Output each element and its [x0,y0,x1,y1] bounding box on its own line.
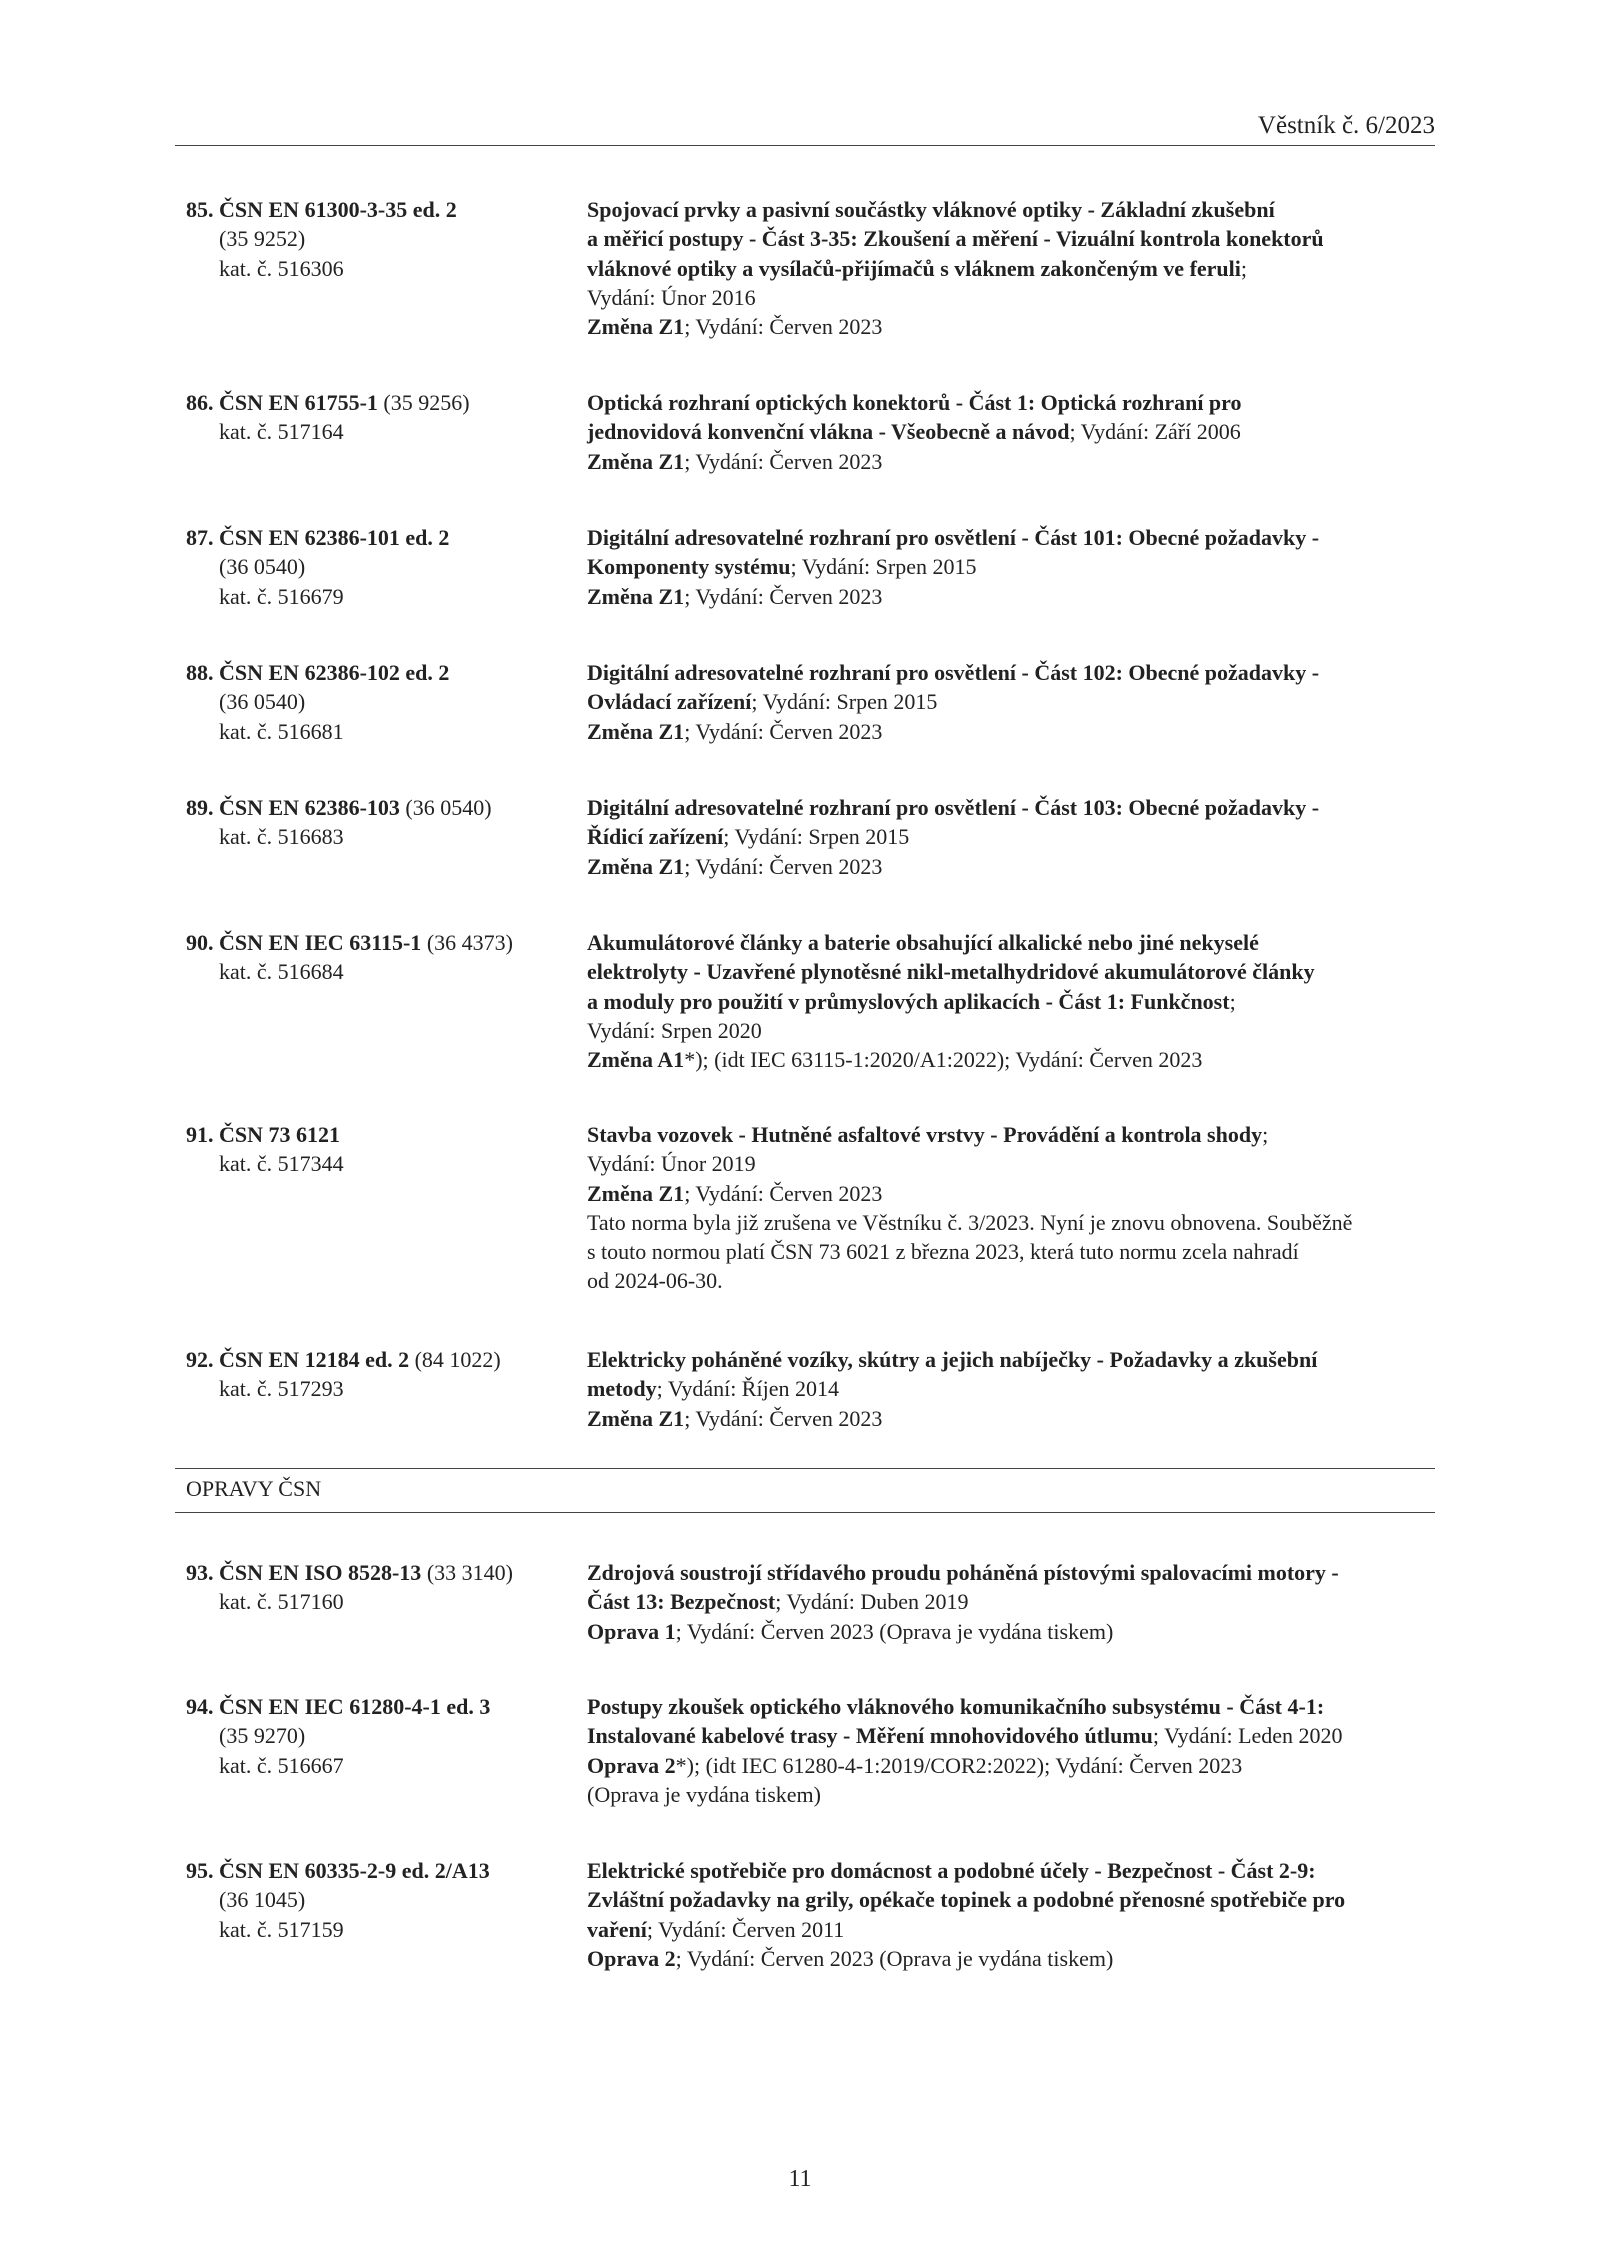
text: ; Vydání: Červen 2023 [684,1180,883,1206]
description-line [587,1237,1597,1266]
bold-text: Řídicí zařízení [587,824,724,850]
standard-description [587,928,1597,1074]
text: (33 3140) [421,1560,513,1585]
text: ; Vydání: Duben 2019 [775,1589,969,1615]
bold-text: a měřicí postupy - Část 3-35: Zkoušení a měření - Vizuální kontrola konektorů [587,226,1324,252]
description-line [587,1374,1597,1403]
text: ; [1262,1122,1269,1147]
text: Vydání: Srpen 2020 [587,1017,762,1043]
standard-description [587,523,1597,611]
text: *); (idt IEC 63115-1:2020/A1:2022); Vydání: Červen 2023 [684,1047,1203,1073]
text: ; Vydání: Červen 2023 [684,1405,883,1431]
text: kat. č. 517160 [219,1589,344,1615]
description-line [587,1208,1597,1237]
bold-text: Ovládací zařízení [587,689,752,715]
text: kat. č. 517164 [219,419,344,445]
description-line [587,195,1597,224]
identifier-line [186,717,576,746]
identifier-line [186,195,576,224]
bold-text: Digitální adresovatelné rozhraní pro osvětlení - Část 101: Obecné požadavky - [587,525,1320,550]
identifier-line [186,552,576,581]
bold-text: Změna Z1 [587,314,685,340]
description-line [587,254,1597,283]
standard-description [587,1692,1597,1809]
description-line [587,1587,1597,1616]
bold-text: Zvláštní požadavky na grily, opékače topinek a podobné přenosné spotřebiče pro [587,1887,1346,1913]
text: ; Vydání: Červen 2011 [646,1916,845,1942]
section-rule-bottom [175,1512,1435,1513]
bold-text: Komponenty systému [587,554,791,580]
description-line [587,447,1597,476]
description-line [587,1345,1597,1374]
standard-identifier [186,793,576,852]
standard-identifier [186,658,576,746]
standard-identifier [186,388,576,447]
description-line [587,1751,1597,1780]
text: (Oprava je vydána tiskem) [587,1781,821,1807]
bold-text: Stavba vozovek - Hutněné asfaltové vrstvy - Provádění a kontrola shody [587,1122,1263,1147]
text: ; [1229,988,1236,1014]
text: kat. č. 516681 [219,718,344,744]
standard-description [587,388,1597,476]
bold-text: Změna Z1 [587,583,685,609]
identifier-line [186,687,576,716]
bold-text: 90. ČSN EN IEC 63115-1 [186,930,422,955]
text: Vydání: Únor 2016 [587,284,756,310]
text: (35 9270) [219,1723,306,1749]
description-line [587,1885,1597,1914]
bold-text: Změna Z1 [587,1180,685,1206]
header-rule [175,145,1435,146]
bold-text: Změna Z1 [587,853,685,879]
text: kat. č. 516684 [219,959,344,985]
bold-text: elektrolyty - Uzavřené plynotěsné nikl-metalhydridové akumulátorové články [587,959,1315,985]
description-line [587,1404,1597,1433]
description-line [587,957,1597,986]
description-line [587,1915,1597,1944]
description-line [587,552,1597,581]
description-line [587,928,1597,957]
bold-text: Postupy zkoušek optického vláknového komunikačního subsystému - Část 4-1: [587,1694,1325,1719]
text: Tato norma byla již zrušena ve Věstníku č. 3/2023. Nyní je znovu obnovena. Souběžně [587,1209,1353,1235]
bold-text: 93. ČSN EN ISO 8528-13 [186,1560,422,1585]
description-line [587,1266,1597,1295]
text: kat. č. 516667 [219,1752,344,1778]
bold-text: 85. ČSN EN 61300-3-35 ed. 2 [186,197,457,222]
identifier-line [186,1915,576,1944]
description-line [587,1120,1597,1149]
text: ; Vydání: Září 2006 [1069,419,1241,445]
bold-text: metody [587,1376,657,1402]
description-line [587,852,1597,881]
text: od 2024-06-30. [587,1268,723,1294]
description-line [587,1780,1597,1809]
bold-text: Digitální adresovatelné rozhraní pro osvětlení - Část 103: Obecné požadavky - [587,795,1320,820]
text: ; Vydání: Srpen 2015 [751,689,938,715]
text: ; Vydání: Červen 2023 (Oprava je vydána tiskem) [675,1945,1114,1971]
bold-text: 91. ČSN 73 6121 [186,1122,341,1147]
description-line [587,1617,1597,1646]
section-rule-top [175,1468,1435,1469]
standard-description [587,793,1597,881]
text: (84 1022) [409,1347,501,1372]
identifier-line [186,1374,576,1403]
text: kat. č. 516679 [219,583,344,609]
identifier-line [186,658,576,687]
standard-identifier [186,1345,576,1404]
text: (36 0540) [219,554,306,580]
text: (36 4373) [421,930,513,955]
standard-identifier [186,523,576,611]
bold-text: vaření [587,1916,647,1942]
standard-description [587,1558,1597,1646]
text: kat. č. 517293 [219,1376,344,1402]
description-line [587,687,1597,716]
description-line [587,523,1597,552]
description-line [587,1721,1597,1750]
description-line [587,388,1597,417]
bold-text: Změna A1 [587,1047,685,1073]
description-line [587,822,1597,851]
identifier-line [186,822,576,851]
bulletin-title: Věstník č. 6/2023 [1257,112,1435,139]
text: kat. č. 517344 [219,1151,344,1177]
description-line [587,658,1597,687]
bold-text: Oprava 2 [587,1945,676,1971]
text: s touto normou platí ČSN 73 6021 z března 2023, která tuto normu zcela nahradí [587,1239,1299,1265]
identifier-line [186,1149,576,1178]
text: Vydání: Únor 2019 [587,1151,756,1177]
identifier-line [186,793,576,822]
identifier-line [186,417,576,446]
text: ; Vydání: Leden 2020 [1152,1723,1343,1749]
bold-text: 86. ČSN EN 61755-1 [186,390,378,415]
text: kat. č. 517159 [219,1916,344,1942]
bold-text: Zdrojová soustrojí střídavého proudu poháněná pístovými spalovacími motory - [587,1560,1339,1585]
bold-text: Akumulátorové články a baterie obsahující alkalické nebo jiné nekyselé [587,930,1259,955]
bold-text: Instalované kabelové trasy - Měření mnohovidového útlumu [587,1723,1153,1749]
description-line [587,1856,1597,1885]
text: (35 9252) [219,226,306,252]
bold-text: Část 13: Bezpečnost [587,1589,776,1615]
identifier-line [186,582,576,611]
section-title: OPRAVY ČSN [186,1476,322,1501]
standard-description [587,1856,1597,1973]
bold-text: jednovidová konvenční vlákna - Všeobecně a návod [587,419,1070,445]
standard-description [587,658,1597,746]
identifier-line [186,1856,576,1885]
bold-text: Digitální adresovatelné rozhraní pro osvětlení - Část 102: Obecné požadavky - [587,660,1320,685]
standard-description [587,1120,1597,1296]
identifier-line [186,1751,576,1780]
identifier-line [186,254,576,283]
standard-identifier [186,1692,576,1780]
text: ; Vydání: Červen 2023 [684,718,883,744]
identifier-line [186,224,576,253]
bold-text: Změna Z1 [587,718,685,744]
description-line [587,417,1597,446]
bold-text: Změna Z1 [587,1405,685,1431]
standard-identifier [186,1856,576,1944]
text: ; Vydání: Červen 2023 [684,853,883,879]
identifier-line [186,388,576,417]
description-line [587,1692,1597,1721]
description-line [587,1149,1597,1178]
standard-description [587,195,1597,341]
bold-text: 89. ČSN EN 62386-103 [186,795,400,820]
description-line [587,224,1597,253]
text: ; Vydání: Červen 2023 [684,314,883,340]
bold-text: Elektrické spotřebiče pro domácnost a podobné účely - Bezpečnost - Část 2-9: [587,1858,1316,1883]
standard-identifier [186,195,576,283]
description-line [587,1016,1597,1045]
description-line [587,582,1597,611]
bold-text: vláknové optiky a vysílačů-přijímačů s vláknem zakončeným ve feruli [587,255,1241,281]
description-line [587,1045,1597,1074]
identifier-line [186,957,576,986]
bold-text: Spojovací prvky a pasivní součástky vláknové optiky - Základní zkušební [587,197,1275,222]
identifier-line [186,1345,576,1374]
text: kat. č. 516306 [219,255,344,281]
standard-identifier [186,1120,576,1179]
description-line [587,793,1597,822]
identifier-line [186,1587,576,1616]
page-number: 11 [788,2166,812,2192]
text: ; Vydání: Červen 2023 [684,448,883,474]
description-line [587,1944,1597,1973]
description-line [587,1179,1597,1208]
bold-text: Změna Z1 [587,448,685,474]
text: ; [1240,255,1248,281]
bold-text: 87. ČSN EN 62386-101 ed. 2 [186,525,450,550]
identifier-line [186,1692,576,1721]
description-line [587,717,1597,746]
description-line [587,283,1597,312]
text: (36 0540) [219,689,306,715]
bold-text: 88. ČSN EN 62386-102 ed. 2 [186,660,450,685]
bold-text: 92. ČSN EN 12184 ed. 2 [186,1347,410,1372]
standard-identifier [186,928,576,987]
bold-text: Optická rozhraní optických konektorů - Část 1: Optická rozhraní pro [587,390,1242,415]
text: (36 0540) [399,795,492,820]
text: kat. č. 516683 [219,824,344,850]
text: ; Vydání: Srpen 2015 [790,554,977,580]
description-line [587,312,1597,341]
text: ; Vydání: Říjen 2014 [656,1376,839,1402]
bold-text: a moduly pro použití v průmyslových aplikacích - Část 1: Funkčnost [587,988,1230,1014]
description-line [587,1558,1597,1587]
identifier-line [186,523,576,552]
text: (36 1045) [219,1887,306,1913]
bold-text: 95. ČSN EN 60335-2-9 ed. 2/A13 [186,1858,490,1883]
bold-text: 94. ČSN EN IEC 61280-4-1 ed. 3 [186,1694,491,1719]
text: ; Vydání: Červen 2023 (Oprava je vydána tiskem) [675,1618,1114,1644]
bold-text: Oprava 1 [587,1618,676,1644]
description-line [587,987,1597,1016]
identifier-line [186,1558,576,1587]
identifier-line [186,1885,576,1914]
identifier-line [186,1721,576,1750]
text: ; Vydání: Srpen 2015 [723,824,910,850]
standard-description [587,1345,1597,1433]
identifier-line [186,928,576,957]
bold-text: Oprava 2 [587,1752,676,1778]
text: (35 9256) [377,390,470,415]
text: *); (idt IEC 61280-4-1:2019/COR2:2022); Vydání: Červen 2023 [675,1752,1243,1778]
standard-identifier [186,1558,576,1617]
bold-text: Elektricky poháněné vozíky, skútry a jejich nabíječky - Požadavky a zkušební [587,1347,1318,1372]
text: ; Vydání: Červen 2023 [684,583,883,609]
identifier-line [186,1120,576,1149]
